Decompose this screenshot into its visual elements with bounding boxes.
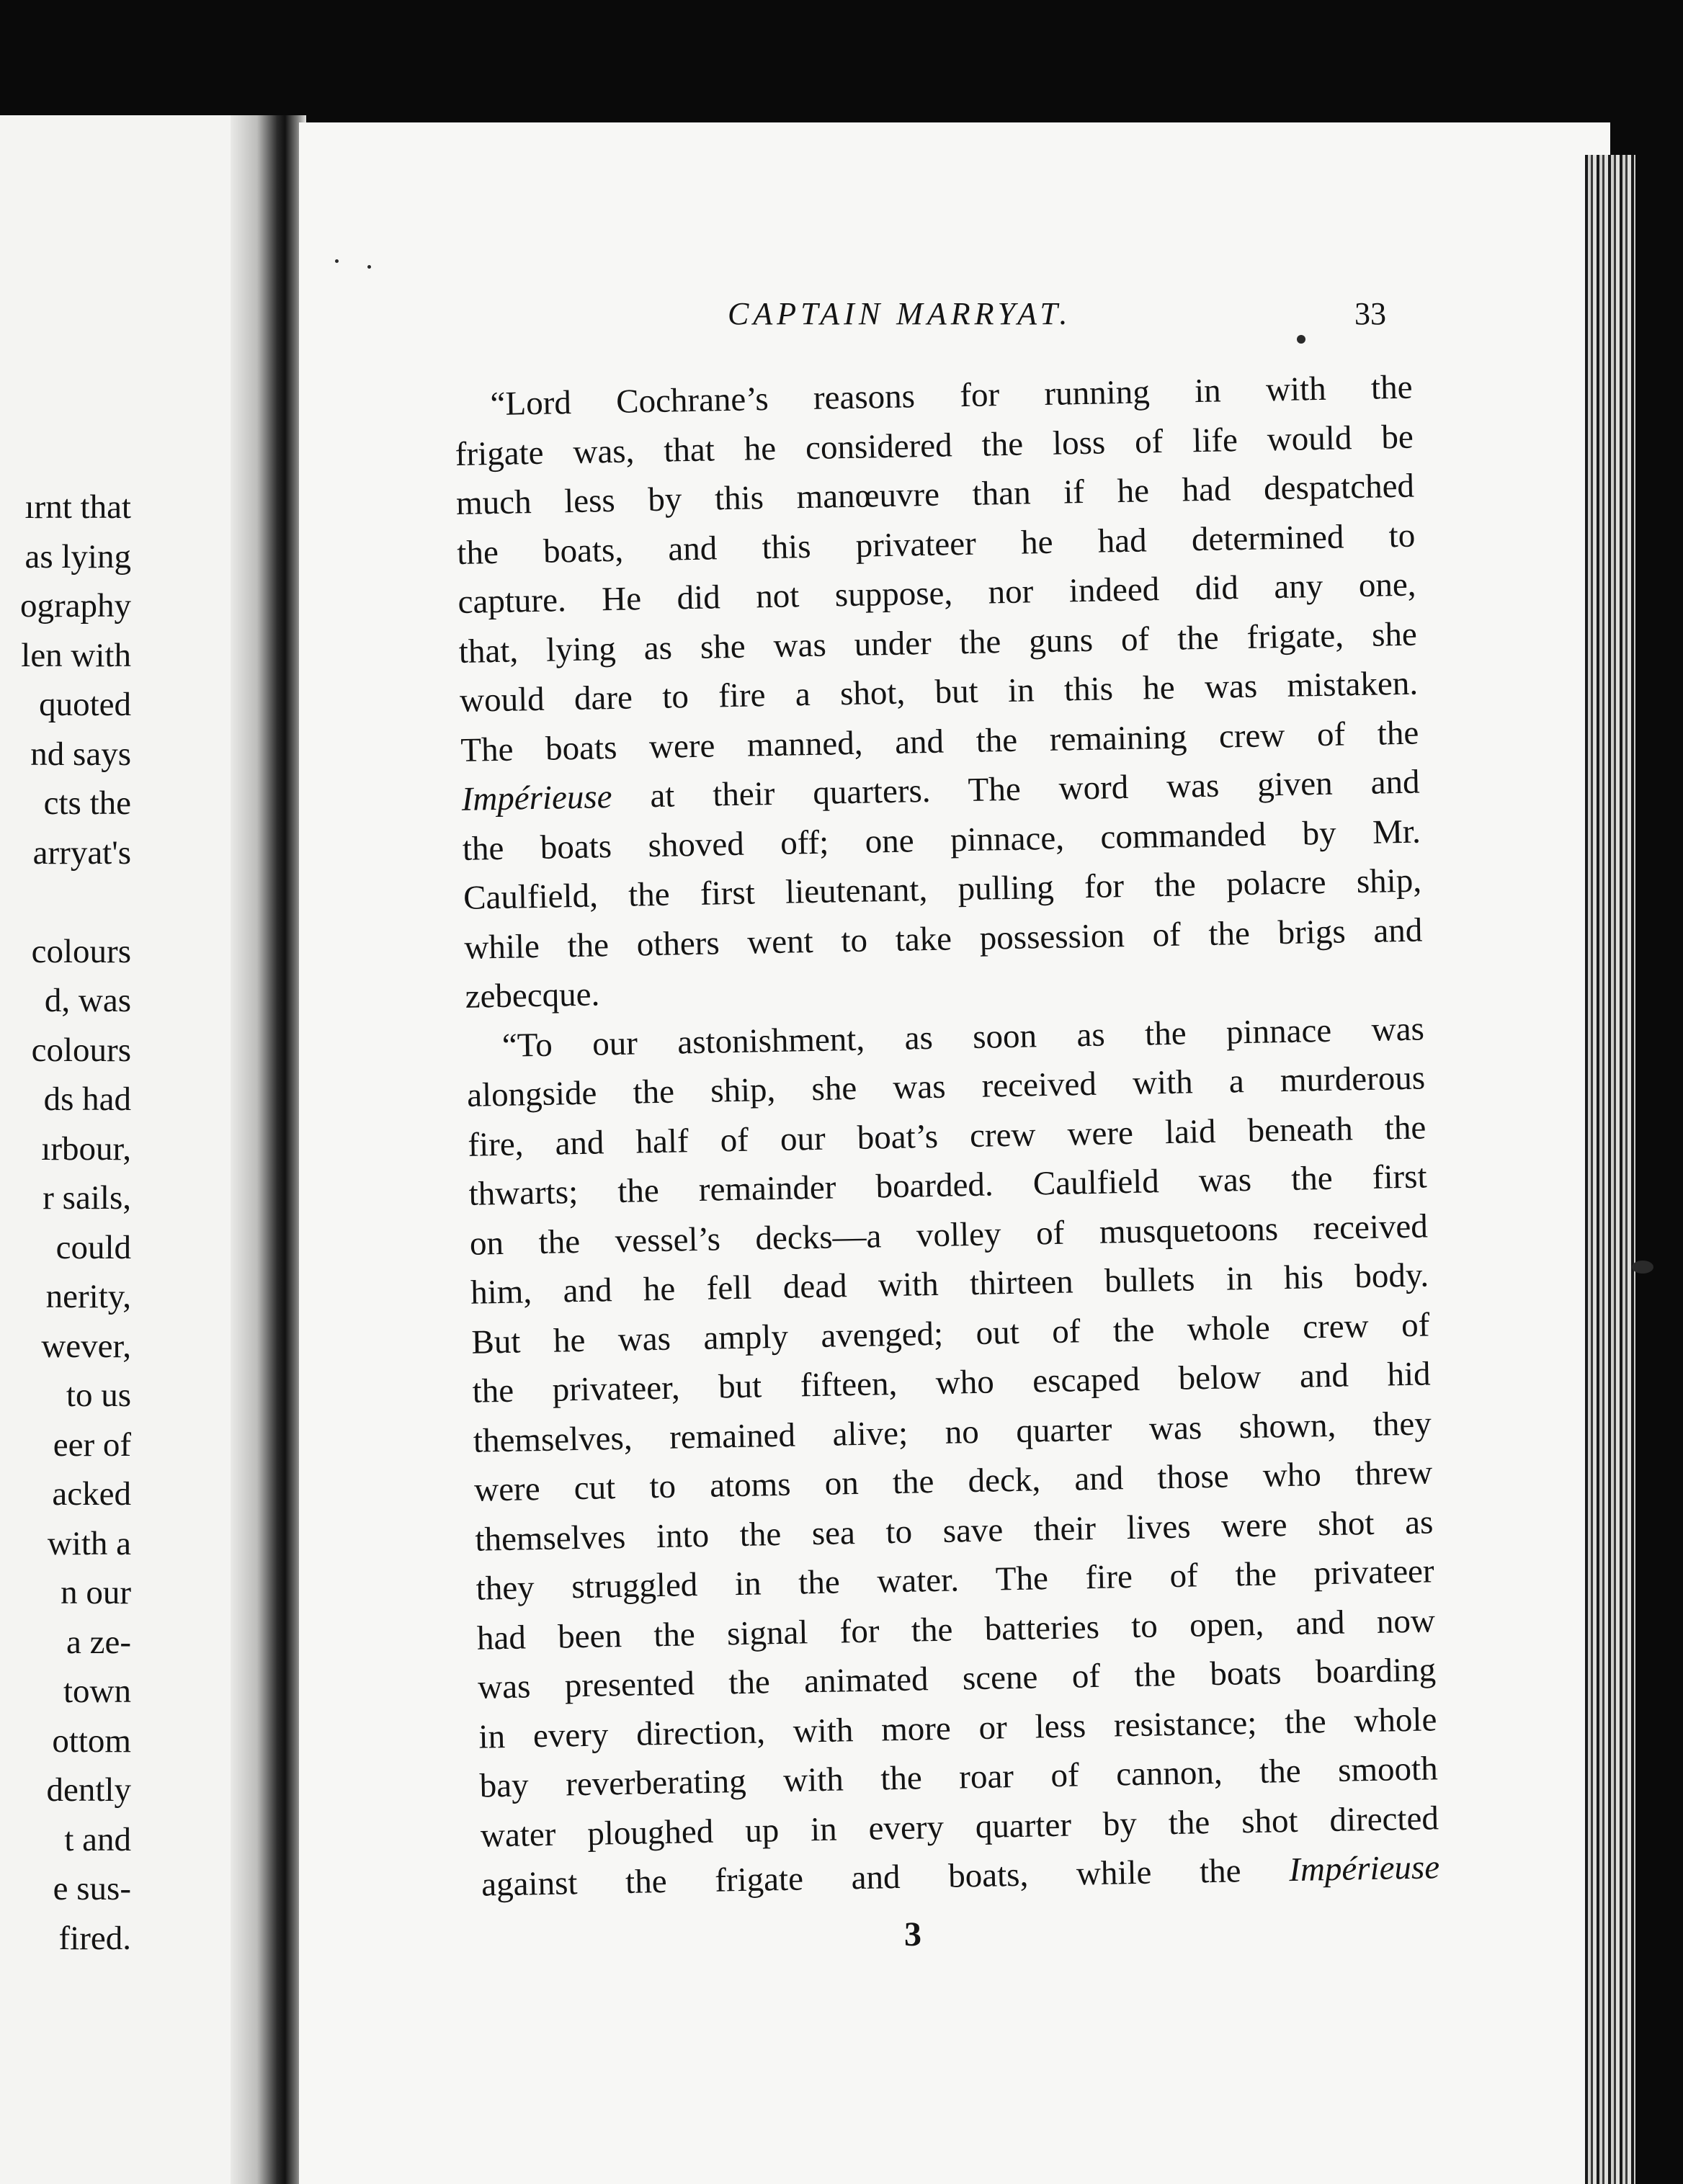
left-line: ırnt that xyxy=(24,488,131,526)
text-line: against the frigate and boats, while the Impérieuse xyxy=(481,1848,1440,1904)
left-line: e sus- xyxy=(53,1870,131,1907)
page-edge xyxy=(1585,155,1635,2184)
left-line: town xyxy=(63,1673,131,1710)
left-line: r sails, xyxy=(43,1179,131,1217)
left-line: cts the xyxy=(43,784,131,822)
ink-speck xyxy=(1297,335,1305,344)
text-line: The boats were manned, and the remaining crew of the xyxy=(460,714,1419,769)
text-line: had been the signal for the batteries to open, and now xyxy=(476,1601,1436,1657)
left-line: dently xyxy=(46,1771,131,1809)
text-line: much less by this manœuvre than if he had despatched xyxy=(455,467,1415,522)
text-line: zebecque. xyxy=(465,975,600,1016)
page-number: 33 xyxy=(1354,296,1386,331)
left-line: nerity, xyxy=(45,1278,131,1315)
left-line: nd says xyxy=(30,735,131,773)
left-line: eer of xyxy=(53,1426,131,1464)
book-gutter xyxy=(231,115,306,2184)
left-line: fired. xyxy=(58,1919,131,1957)
text-line: that, lying as she was under the guns of the frigate, she xyxy=(458,615,1418,671)
text-line: the privateer, but fifteen, who escaped below and hid xyxy=(472,1355,1431,1410)
text-line: would dare to fire a shot, but in this he was mistaken. xyxy=(459,664,1419,720)
text-line: alongside the ship, she was received with a murderous xyxy=(466,1059,1426,1114)
text-line: him, and he fell dead with thirteen bullets in his body. xyxy=(470,1256,1429,1312)
left-line: ography xyxy=(19,587,131,625)
text-line: while the others went to take possession of the brigs and xyxy=(463,911,1423,967)
text-line: bay reverberating with the roar of cannon, the smooth xyxy=(479,1750,1439,1805)
running-head: CAPTAIN MARRYAT. xyxy=(728,296,1072,331)
text-line: on the vessel’s decks—a volley of musquetoons received xyxy=(469,1207,1429,1263)
text-line: themselves into the sea to save their lives were shot as xyxy=(475,1503,1434,1559)
left-line: n our xyxy=(61,1574,131,1611)
left-page-text xyxy=(0,483,131,1963)
ship-name-italic: Impérieuse xyxy=(1288,1848,1440,1889)
ship-name-italic: Impérieuse xyxy=(461,778,612,818)
text-line: frigate was, that he considered the loss of life would be xyxy=(455,418,1414,473)
left-line-blank xyxy=(0,877,131,927)
left-line: could xyxy=(55,1228,131,1266)
text-line: was presented the animated scene of the boats boarding xyxy=(477,1651,1437,1706)
left-line: d, was xyxy=(44,982,131,1019)
text-line: capture. He did not suppose, nor indeed did any one, xyxy=(457,565,1416,621)
body-text xyxy=(454,363,1440,1910)
signature-mark: 3 xyxy=(904,1915,921,1953)
text-line: the boats shoved off; one pinnace, commanded by Mr. xyxy=(462,813,1421,868)
left-line: arryat's xyxy=(32,833,131,872)
left-line: quoted xyxy=(39,686,131,723)
text-line: Caulfield, the first lieutenant, pulling for the polacre ship, xyxy=(463,861,1422,917)
text-line: they struggled in the water. The fire of the privateer xyxy=(476,1552,1435,1608)
left-line: ottom xyxy=(52,1722,131,1760)
left-line: len with xyxy=(21,636,131,674)
ink-speck xyxy=(367,265,371,269)
left-line: with a xyxy=(47,1524,131,1562)
left-line: a ze- xyxy=(66,1623,131,1661)
text-line: were cut to atoms on the deck, and those who threw xyxy=(473,1454,1433,1509)
text-line: “To our astonishment, as soon as the pinnace was xyxy=(501,1009,1425,1065)
left-line: wever, xyxy=(41,1327,131,1365)
text-line: the boats, and this privateer he had determined to xyxy=(456,516,1416,572)
text-line: thwarts; the remainder boarded. Caulfield was the first xyxy=(468,1158,1427,1213)
left-line: colours xyxy=(31,932,131,970)
left-line: ırbour, xyxy=(41,1129,131,1168)
text-line: Impérieuse at their quarters. The word was given and xyxy=(461,763,1420,818)
ink-speck xyxy=(1632,1261,1653,1274)
left-line: t and xyxy=(64,1820,131,1858)
left-line: to us xyxy=(66,1377,131,1414)
ink-speck xyxy=(335,259,339,263)
text-line: fire, and half of our boat’s crew were laid beneath the xyxy=(467,1108,1427,1164)
text-line: themselves, remained alive; no quarter was shown, they xyxy=(473,1404,1432,1460)
left-line: ds had xyxy=(43,1080,131,1118)
left-line: acked xyxy=(52,1475,131,1513)
text-line: water ploughed up in every quarter by the shot directed xyxy=(480,1799,1439,1855)
text-line: But he was amply avenged; out of the whole crew of xyxy=(470,1305,1430,1361)
text-line: in every direction, with more or less resistance; the whole xyxy=(478,1700,1437,1756)
text-line: “Lord Cochrane’s reasons for running in with the xyxy=(490,368,1413,424)
left-line: colours xyxy=(31,1031,131,1069)
left-line: as lying xyxy=(24,537,131,576)
